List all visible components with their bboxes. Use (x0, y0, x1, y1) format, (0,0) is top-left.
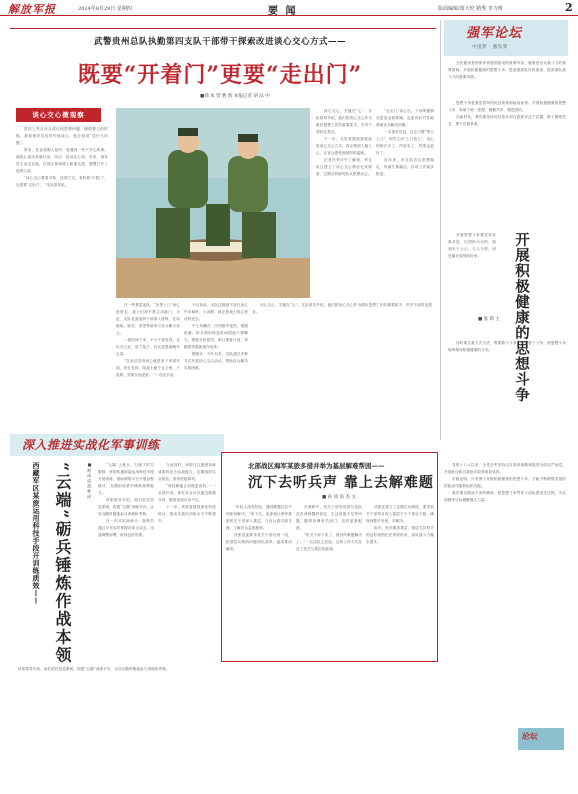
paragraph: “年轻人没有经验，遇到难题往往不知如何解决。”前不久，北部战区海军某旅机关干部深入基层，与官兵面对面交流，了解官兵急难愁盼。 (226, 505, 292, 530)
paragraph: 不仅如此，支队还鼓励干部在谈心中多倾听，少说教，真正把战士的心里话听进去。 (184, 303, 248, 321)
main-article-column-1 (16, 126, 108, 189)
paragraph: 全民健身是国家体育强国建设的重要内容，健康是官兵战斗力的重要基础。开展积极健康的思想斗争，是加强部队作风建设、提高部队战斗力的重要举措。 (448, 61, 566, 79)
masthead (0, 0, 578, 16)
forum-column-left (448, 232, 496, 260)
paragraph: 在一次对抗演练中，指挥员通过平台实时掌握各单元动态，迅速调整部署，取得良好效果。 (98, 519, 154, 537)
navy-article-column-1 (226, 504, 292, 553)
page-number: 2 (565, 1, 573, 14)
main-article-column-2 (116, 302, 180, 379)
paragraph: 该旅还建立了定期走访制度，要求机关干部每月深入基层不少于规定天数，确保问题早发现、早解决。 (366, 505, 434, 523)
forum-column (448, 100, 566, 128)
paragraph: “科技赋能让训练更高效。”一名营长说，现在官兵可以通过数据分析，精准找到自身不足。 (158, 484, 216, 502)
paragraph: 原来，杜金成刚入伍时，曾遇到一些不开心的事，他担心说出来被议论，所以一直闷在心里。后来，指导员主动走近他，在营区林荫道上和他交流，慢慢打开了他的心扉。 (16, 148, 108, 173)
paragraph: 下一步，该旅将继续深化科技练兵，推动实战化训练水平不断提升。 (158, 505, 216, 523)
forum-article-byline: ■ 张 新 主 (478, 317, 501, 322)
paragraph: 思想斗争是我党我军的优良传统和政治优势。开展积极健康的思想斗争，有助于统一思想、凝聚共识、增进团结。 (448, 101, 566, 112)
paragraph: 该旅领导介绍，他们依托信息系统，构建“云端”训练平台，让官兵随时随地参与训练和考核。 (18, 667, 170, 671)
paragraph: 党的十八大以来，全党全军坚持以自我革命精神推进全面从严治党，开展批评和自我批评取得明显成效。 (444, 463, 566, 474)
paragraph: 该旅党委要求机关干部沉到一线，把基层反映的问题列出清单，逐项推动解决。 (226, 533, 292, 551)
forum-column-lower (448, 340, 566, 354)
forum-badge-label: 论坛 (521, 731, 537, 741)
paragraph: 一名指导员说，过去习惯“等人上门”，现在主动“上门找人”，谈心的频次多了，内容实了，效果也更好了。 (376, 130, 434, 155)
navy-article-kicker: 北部战区海军某旅多措并举为基层解难帮困—— (248, 462, 385, 470)
paragraph: 在调研中，机关干部发现部分连队存在训练器材老化、生活设施不足等问题，随即协调有关部门，及时更新配备。 (296, 505, 362, 530)
training-section-title: 深入推进实战化军事训练 (22, 438, 160, 452)
paragraph: 近年来，该支队官兵思想稳定，内部关系融洽，各项工作稳步推进。 (376, 158, 434, 176)
main-article-kicker: 武警贵州总队执勤第四支队干部带干探索改进谈心交心方式—— (93, 37, 346, 47)
observation-label: 谈心交心微观察 (16, 108, 101, 122)
paragraph: 中士刘鹏在一次训练中受伤，情绪低落。排长利用休息时间陪他下棋聊天，帮他分析原因、制订康复计划，刘鹏很快重新振作起来。 (184, 324, 248, 349)
paragraph: 该旅领导介绍，他们依托信息系统，构建“云端”训练平台，让官兵随时随地参与训练和考核。 (98, 498, 154, 516)
navy-article-byline: ■ 孙 涛 高 杰 文 (322, 495, 356, 500)
navy-article-column-2 (296, 504, 362, 553)
training-article-kicker: 西藏军区某旅运用科技手段开训练质效—— (32, 462, 41, 605)
paragraph: 与此同时，该旅还注重把训练成果转化为实战能力，定期组织实兵检验，查找短板弱项。 (158, 463, 216, 481)
navy-article-column-3 (366, 504, 434, 546)
forum-banner-subtitle: 中国梦 · 强军梦 (472, 45, 508, 50)
main-article-headline[interactable]: 既要“开着门”更要“走出门” (77, 62, 363, 88)
forum-article-headline[interactable]: 开展积极健康的思想斗争 (513, 232, 530, 403)
main-article-column-4 (316, 108, 372, 178)
paragraph: “以前总觉得谈心就是坐下来面对面，现在发现，陪战士跑个五公里、下盘棋，效果反而更好。”一名连长说。 (116, 359, 180, 377)
main-article-rule (10, 28, 436, 31)
paragraph: 我们要以锲而不舍的精神，把思想斗争贯穿于部队建设全过程，为实现强军目标凝聚强大力量。 (444, 491, 566, 502)
issue-date: 2024年8月29日 星期四 (78, 6, 132, 12)
paragraph: 谈心交心，关键在“心”。支队领导介绍，他们把谈心交心作为做好思想工作的重要抓手，引导干部转变观念。 (252, 303, 432, 314)
paragraph: 开展思想斗争要坚持实事求是，以团结为目的，做到出于公心、与人为善，切忌搞无原则的纷争。 (448, 233, 496, 258)
main-article-column-6 (252, 302, 432, 316)
page-editors: 版面编辑/贾天伦 精秀 李力维 (438, 6, 503, 12)
paragraph: 如今，机关服务基层、基层支持机关的良好氛围正在该旅形成，部队战斗力稳步提升。 (366, 526, 434, 544)
main-article-byline: ■徐 本 营 曹 辉 本报记者 胡 品 中 (200, 94, 270, 99)
paragraph: 在一些基层连队，“坐等上门”谈心是常态，战士们却不愿主动敲门。为此，支队党委组织干部深入班排，在训练场、宿舍、食堂等场所与官兵聊天谈心。 (116, 303, 180, 335)
paragraph: “谈心交心要看对象、选准方式，有时候‘开着门’，还需要‘走出门’。”支队领导说。 (16, 176, 108, 187)
paragraph: “机关干部下来了，我们的难题解决了。”一名连队主官说，这种工作方式拉近了机关与基层的距离。 (296, 533, 362, 551)
forum-banner-title: 强军论坛 (466, 26, 523, 41)
sidebar-divider (440, 20, 441, 440)
training-article-byline: ■ 黄 成 成 胡 梦 成 (87, 462, 92, 499)
paragraph: 曾经上等兵杜金成出现思想问题，刚做警卫的时候，我和指导员经常约他谈心，他总是说“没什么问题”。 (16, 127, 108, 145)
paragraph: 同时要注重方式方法，既要敢于斗争，又要善于斗争，使思想斗争始终保持积极健康的方向。 (448, 341, 566, 352)
navy-article-headline[interactable]: 沉下去听兵声 靠上去解难题 (248, 475, 434, 491)
section-title: 要 闻 (268, 6, 298, 17)
forum-column-bottom (444, 462, 566, 504)
forum-intro (448, 60, 566, 81)
training-article-column-2 (158, 462, 216, 525)
paragraph: 据统计，今年以来，支队通过多种方式开展谈心交心活动，帮助官兵解决实际困难。 (184, 352, 248, 370)
paragraph: 谈心交心，关键在“心”。支队领导介绍，他们把谈心交心作为做好思想工作的重要抓手，引导干部转变观念。 (316, 109, 372, 134)
paragraph: 实践证明，只有勇于开展积极健康的思想斗争，才能不断增强党组织的政治功能和组织功能。 (444, 477, 566, 488)
main-article-column-3 (184, 302, 248, 372)
training-article-column-1 (98, 462, 154, 539)
training-article-bottom (10, 666, 438, 673)
paragraph: 一段时间下来，不少干部发现，走出办公室、放下架子，官兵更愿意敞开心扉。 (116, 338, 180, 356)
newspaper-logo: 解放军报 (8, 3, 56, 16)
chess-illustration (116, 108, 310, 298)
paragraph: 下一步，支队将继续探索改进谈心交心方式，真正做到入脑入心，让官兵感受到组织的温暖。 (316, 137, 372, 155)
training-article-headline[interactable]: “云端”砺兵锤炼作战本领 (53, 462, 72, 665)
paragraph: 在新时代，我们要坚持用好批评和自我批评这个武器，敢于揭短亮丑，勇于自我革命。 (448, 115, 566, 126)
paragraph: “走出门”谈心后，干部掌握情况更加全面准确，也更有针对性地帮助官兵解决问题。 (376, 109, 434, 127)
paragraph: 记者在采访中了解到，该支队还建立了谈心交心情况记录制度，定期分析研判官兵思想动态。 (316, 158, 372, 176)
main-article-column-5 (376, 108, 434, 178)
paragraph: “云端”上练兵，打破了时空限制。该旅积极探索运用科技手段开展训练，借助网络平台开展远程研讨，在模拟场景中锤炼指挥能力。 (98, 463, 154, 495)
main-article-photo[interactable] (116, 108, 310, 298)
